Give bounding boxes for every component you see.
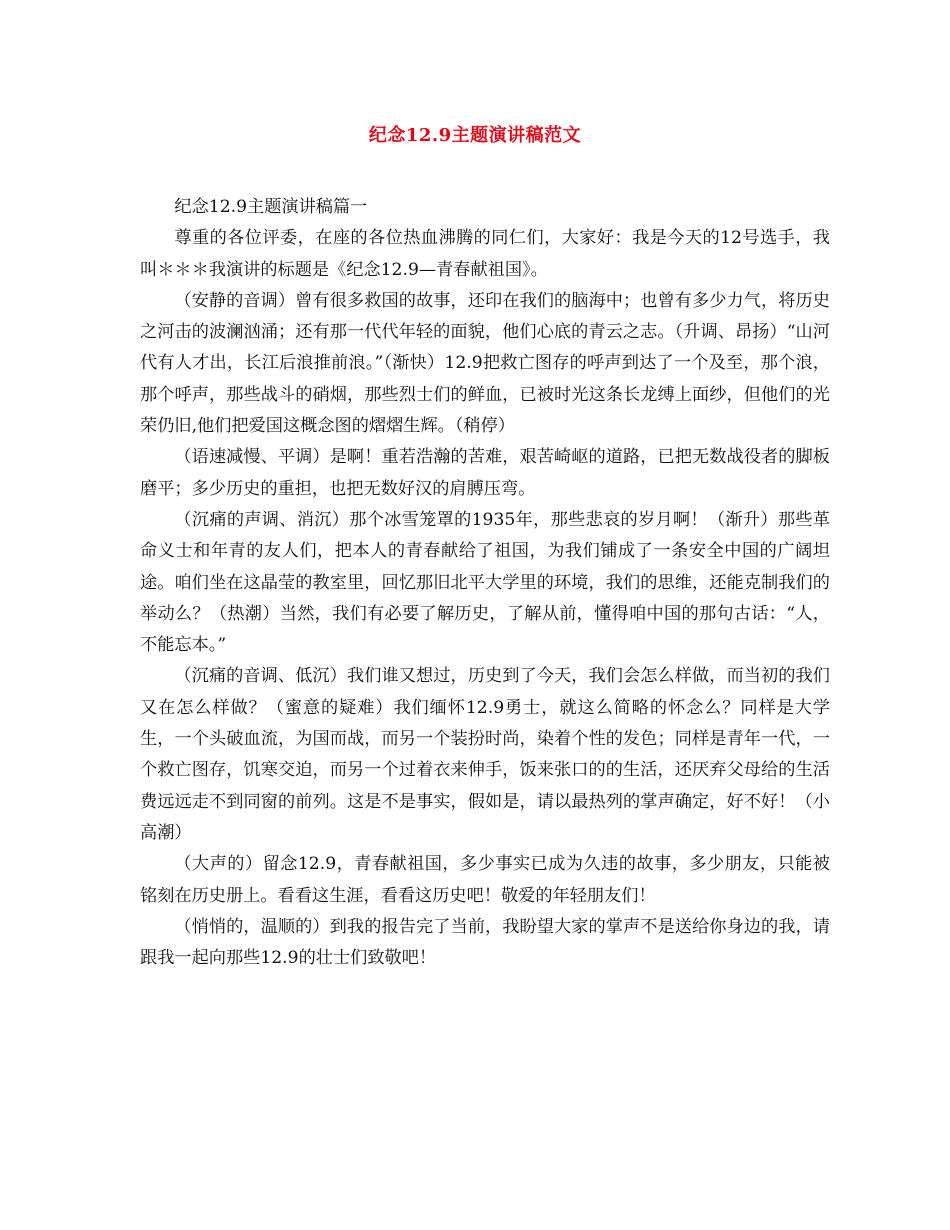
document-title: 纪念12.9主题演讲稿范文: [368, 125, 582, 146]
paragraph-slow-tone: （语速减慢、平调）是啊！重若浩瀚的苦难，艰苦崎岖的道路，已把无数战役者的脚板磨平；多少历史的重担，也把无数好汉的肩膊压弯。: [140, 447, 830, 499]
document-body: [140, 192, 830, 974]
paragraph-closing: （悄悄的，温顺的）到我的报告完了当前，我盼望大家的掌声不是送给你身边的我，请跟我一起向那些12.9的壮士们致敬吧！: [140, 916, 830, 969]
paragraph-quiet-tone: （安静的音调）曾有很多救国的故事，还印在我们的脑海中；也曾有多少力气，将历史之河击的波澜汹涌；还有那一代代年轻的面貌，他们心底的青云之志。（升调、昂扬）“山河代有人才出，长江后浪推前浪。”（渐快）12.9把救亡图存的呼声到达了一个及至，那个浪，那个呼声，那些战斗的硝烟，那些烈士们的鲜血，已被时光这条长龙缚上面纱，但他们的光荣仍旧,他们把爱国这概念图的熠熠生辉。（稍停）: [140, 290, 830, 437]
paragraph-reflection: （沉痛的音调、低沉）我们谁又想过，历史到了今天，我们会怎么样做，而当初的我们又在怎么样做？（蜜意的疑难）我们缅怀12.9勇士，就这么简略的怀念么？同样是大学生，一个头破血流，为国而战，而另一个装扮时尚，染着个性的发色；同样是青年一代，一个救亡图存，饥寒交迫，而另一个过着衣来伸手，饭来张口的的生活，还厌弃父母给的生活费远远走不到同窗的前列。这是不是事实，假如是，请以最热列的掌声确定，好不好！（小高潮）: [140, 666, 830, 843]
paragraph-1935: （沉痛的声调、消沉）那个冰雪笼罩的1935年，那些悲哀的岁月啊！（渐升）那些革命义士和年青的友人们，把本人的青春献给了祖国，为我们铺成了一条安全中国的广阔坦途。咱们坐在这晶莹的教室里，回忆那旧北平大学里的环境，我们的思维，还能克制我们的举动么？（热潮）当然，我们有必要了解历史，了解从前，懂得咱中国的那句古话：“人，不能忘本。”: [140, 509, 830, 656]
paragraph-greeting: 尊重的各位评委，在座的各位热血沸腾的同仁们，大家好：我是今天的12号选手，我叫＊＊＊我演讲的标题是《纪念12.9—青春献祖国》。: [140, 228, 830, 280]
paragraph-loud: （大声的）留念12.9，青春献祖国，多少事实已成为久违的故事，多少朋友，只能被铭刻在历史册上。看看这生涯，看看这历史吧！敬爱的年轻朋友们！: [140, 854, 830, 906]
document-subtitle: 纪念12.9主题演讲稿篇一: [174, 197, 368, 217]
